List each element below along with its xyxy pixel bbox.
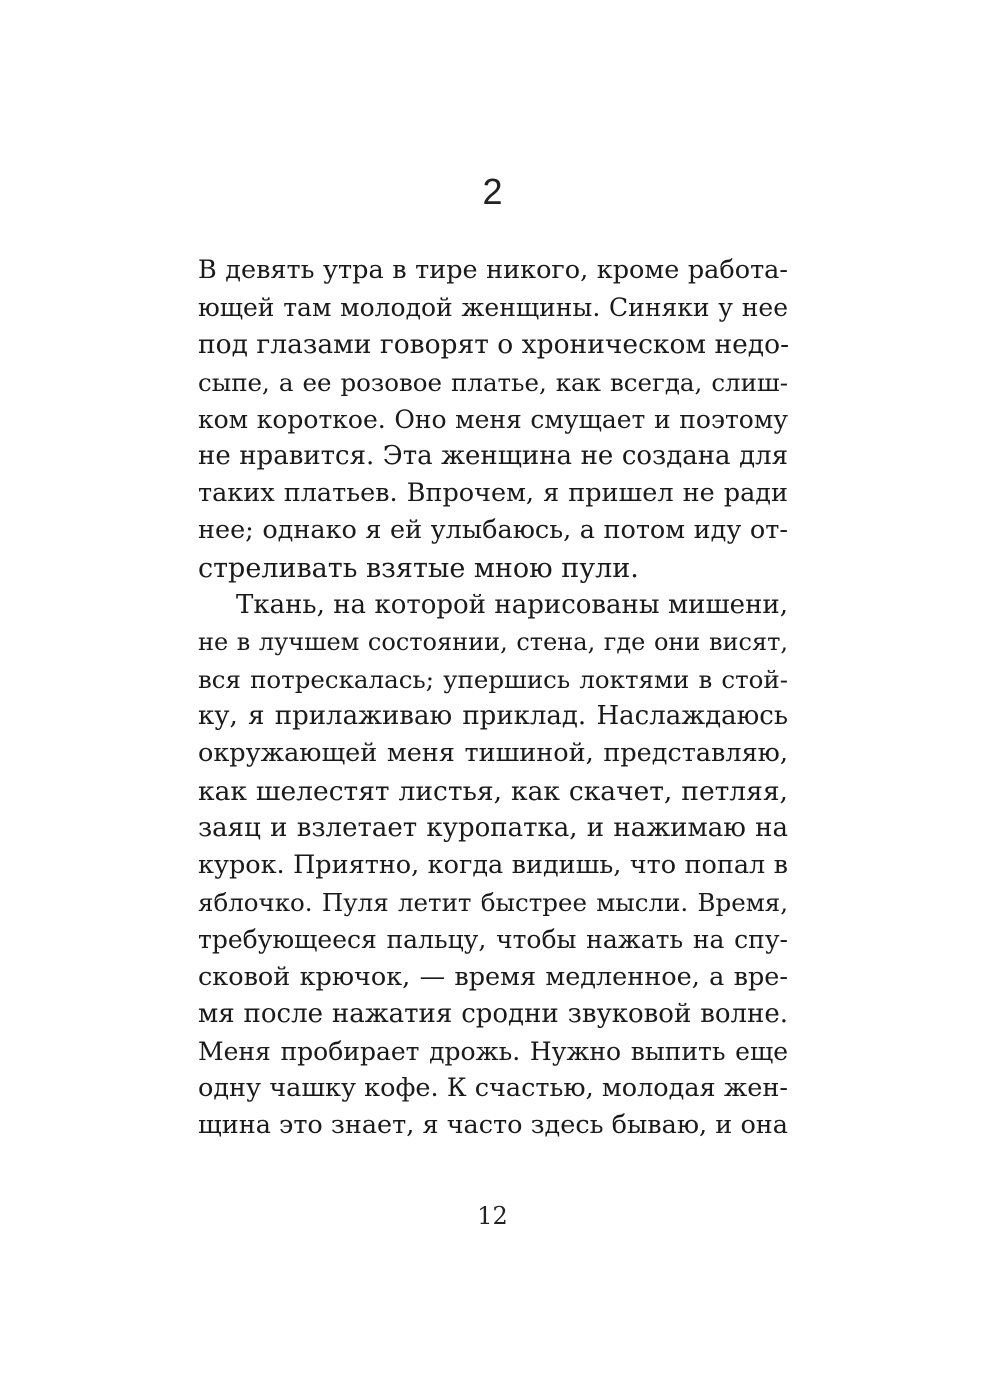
text-line: вся потрескалась; упершись локтями в стой- (198, 665, 788, 695)
text-line: ку, я прилаживаю приклад. Наслаждаюсь (198, 701, 788, 732)
text-line: таких платьев. Впрочем, я пришел не ради (198, 478, 788, 509)
paragraph-2 (198, 587, 788, 1145)
text-line: Меня пробирает дрожь. Нужно выпить еще (198, 1036, 788, 1066)
text-line: под глазами говорят о хроническом недо- (198, 329, 790, 361)
text-line: нее; однако я ей улыбаюсь, а потом иду от- (198, 515, 788, 546)
text-line: как шелестят листья, как скачет, петляя, (198, 775, 788, 807)
text-line: курок. Приятно, когда видишь, что попал в (198, 850, 788, 880)
text-line: сковой крючок, — время медленное, а вре- (198, 961, 788, 992)
text-line: сыпе, а ее розовое платье, как всегда, слиш- (198, 367, 788, 397)
text-line: ком короткое. Оно меня смущает и поэтому (198, 404, 788, 434)
chapter-number: 2 (482, 171, 503, 212)
body-text (198, 252, 788, 1145)
text-line: не нравится. Эта женщина не создана для (198, 440, 788, 471)
text-line: заяц и взлетает куропатка, и нажимаю на (198, 812, 788, 843)
text-line: окружающей меня тишиной, представляю, (198, 738, 788, 769)
text-line: Ткань, на которой нарисованы мишени, (236, 589, 788, 620)
text-line: ющей там молодой женщины. Синяки у нее (198, 293, 788, 323)
text-line: стреливать взятые мною пули. (198, 552, 639, 584)
page-number: 12 (477, 1202, 508, 1230)
text-line: яблочко. Пуля летит быстрее мысли. Время, (198, 888, 788, 918)
text-line: В девять утра в тире никого, кроме работа- (198, 255, 788, 285)
paragraph-1 (198, 252, 788, 587)
text-line: не в лучшем состоянии, стена, где они висят, (198, 627, 788, 656)
text-line: одну чашку кофе. К счастью, молодая жен- (198, 1073, 788, 1104)
text-line: щина это знает, я часто здесь бываю, и она (198, 1110, 788, 1141)
text-line: требующееся пальцу, чтобы нажать на спу- (198, 925, 788, 955)
text-line: мя после нажатия сродни звуковой волне. (198, 998, 788, 1029)
